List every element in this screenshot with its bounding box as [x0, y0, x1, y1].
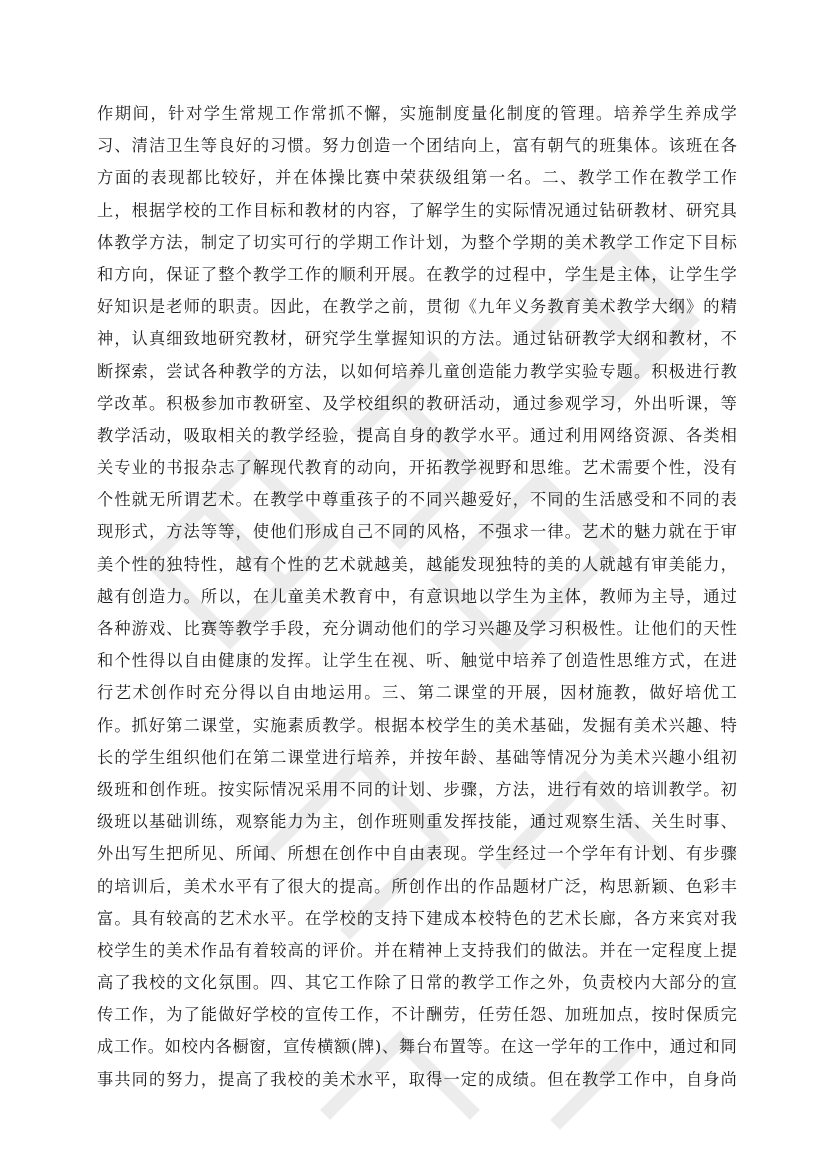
text-line: 的培训后，美术水平有了很大的提高。所创作出的作品题材广泛，构思新颖、色彩丰: [97, 876, 737, 896]
text-line: 传工作，为了能做好学校的宣传工作，不计酬劳，任劳任怨、加班加点，按时保质完: [97, 1005, 737, 1025]
text-line: 作。抓好第二课堂，实施素质教学。根据本校学生的美术基础，发掘有美术兴趣、特: [97, 715, 737, 735]
text-line: 关专业的书报杂志了解现代教育的动向，开拓教学视野和思维。艺术需要个性，没有: [97, 458, 737, 478]
text-line: 好知识是老师的职责。因此，在教学之前，贯彻《九年义务教育美术教学大纲》的精: [97, 297, 737, 317]
text-line: 和个性得以自由健康的发挥。让学生在视、听、触觉中培养了创造性思维方式，在进: [97, 651, 737, 671]
text-line: 富。具有较高的艺术水平。在学校的支持下建成本校特色的艺术长廊，各方来宾对我: [97, 908, 737, 928]
body-text: [97, 98, 737, 1096]
text-line: 级班和创作班。按实际情况采用不同的计划、步骤，方法，进行有效的培训教学。初: [97, 779, 737, 799]
text-line: 各种游戏、比赛等教学手段，充分调动他们的学习兴趣及学习积极性。让他们的天性: [97, 619, 737, 638]
text-line: 和方向，保证了整个教学工作的顺利开展。在教学的过程中，学生是主体，让学生学: [97, 264, 737, 284]
text-line: 长的学生组织他们在第二课堂进行培养，并按年龄、基础等情况分为美术兴趣小组初: [97, 747, 737, 767]
text-line: 成工作。如校内各橱窗，宣传横额(牌)、舞台布置等。在这一学年的工作中，通过和同: [97, 1037, 737, 1057]
text-line: 级班以基础训练，观察能力为主，创作班则重发挥技能，通过观察生活、关生时事、: [97, 812, 737, 832]
text-line: 学改革。积极参加市教研室、及学校组织的教研活动，通过参观学习，外出听课，等: [97, 393, 737, 413]
text-line: 断探索，尝试各种教学的方法，以如何培养儿童创造能力教学实验专题。积极进行教: [97, 361, 737, 381]
text-line: 习、清洁卫生等良好的习惯。努力创造一个团结向上，富有朝气的班集体。该班在各: [97, 136, 737, 156]
text-line: 教学活动，吸取相关的教学经验，提高自身的教学水平。通过利用网络资源、各类相: [97, 425, 737, 445]
text-line: 越有创造力。所以，在儿童美术教育中，有意识地以学生为主体，教师为主导，通过: [97, 586, 737, 606]
text-line: 校学生的美术作品有着较高的评价。并在精神上支持我们的做法。并在一定程度上提: [97, 940, 737, 960]
text-line: 现形式，方法等等，使他们形成自己不同的风格，不强求一律。艺术的魅力就在于审: [97, 522, 737, 542]
text-line: 高了我校的文化氛围。四、其它工作除了日常的教学工作之外，负责校内大部分的宣: [97, 973, 737, 993]
text-line: 行艺术创作时充分得以自由地运用。三、第二课堂的开展，因材施教，做好培优工: [97, 683, 737, 703]
text-line: 方面的表现都比较好，并在体操比赛中荣获级组第一名。二、教学工作在教学工作: [97, 168, 737, 188]
text-line: 外出写生把所见、所闻、所想在创作中自由表现。学生经过一个学年有计划、有步骤: [97, 844, 737, 864]
text-line: 作期间，针对学生常规工作常抓不懈，实施制度量化制度的管理。培养学生养成学: [97, 104, 737, 123]
text-line: 事共同的努力，提高了我校的美术水平，取得一定的成绩。但在教学工作中，自身尚: [97, 1069, 737, 1089]
text-line: 美个性的独特性，越有个性的艺术就越美，越能发现独特的美的人就越有审美能力，: [97, 554, 737, 574]
text-line: 神，认真细致地研究教材，研究学生掌握知识的方法。通过钻研教学大纲和教材，不: [97, 329, 737, 349]
text-line: 个性就无所谓艺术。在教学中尊重孩子的不同兴趣爱好，不同的生活感受和不同的表: [97, 490, 737, 510]
text-line: 上，根据学校的工作目标和教材的内容，了解学生的实际情况通过钻研教材、研究具: [97, 200, 737, 220]
text-line: 体教学方法，制定了切实可行的学期工作计划，为整个学期的美术教学工作定下目标: [97, 232, 737, 252]
